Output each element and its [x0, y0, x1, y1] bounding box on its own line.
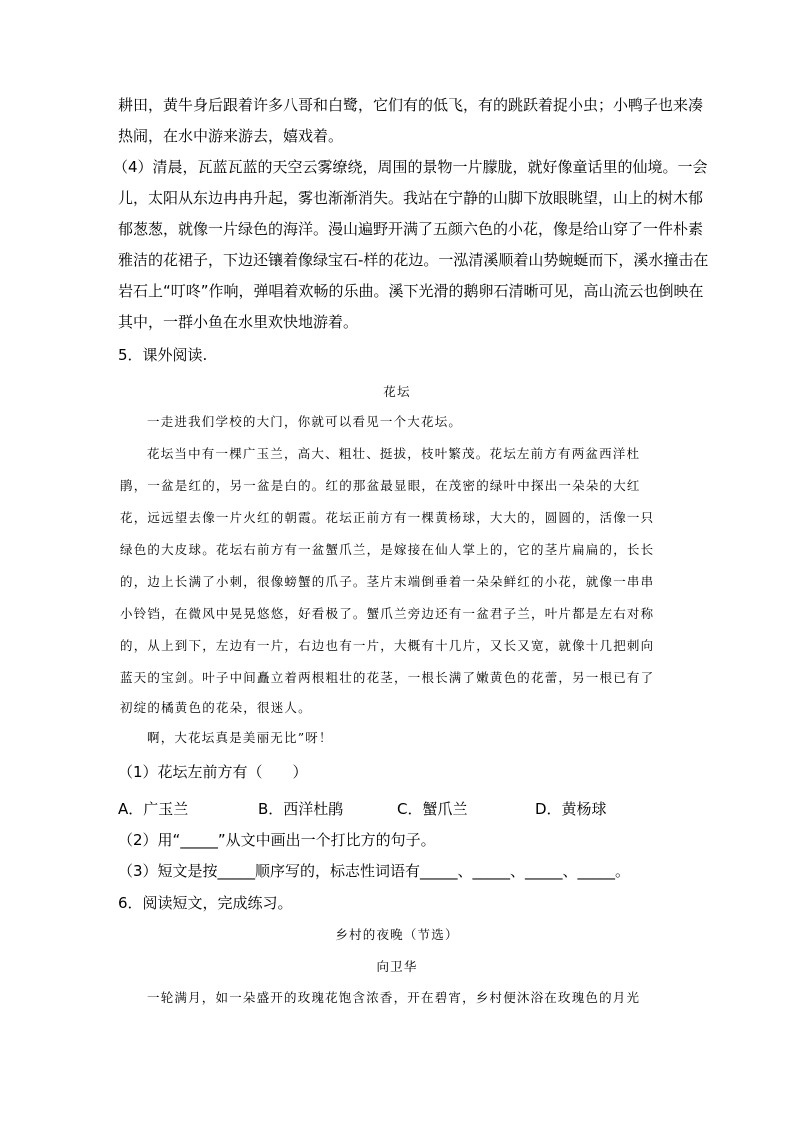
passage-line: 绿色的大皮球。花坛右前方有一盆蟹爪兰，是嫁接在仙人掌上的，它的茎片扁扁的，长长 — [120, 542, 655, 557]
sub-question-1: （1）花坛左前方有（ ） — [118, 763, 308, 781]
paragraph-line: 雅洁的花裙子，下边还镶着像绿宝石-样的花边。一泓清溪顺着山势蜿蜒而下，溪水撞击在 — [118, 251, 709, 269]
passage-line: 花坛当中有一棵广玉兰，高大、粗壮、挺拔，枝叶繁茂。花坛左前方有两盆西洋杜 — [147, 446, 641, 461]
passage-line: 小铃铛，在微风中晃晃悠悠，好看极了。蟹爪兰旁边还有一盆君子兰，叶片都是左右对称 — [120, 606, 655, 621]
question-6-heading: 6．阅读短文，完成练习。 — [118, 894, 293, 912]
passage-title: 花坛 — [383, 384, 411, 399]
option-b: B．西洋杜鹃 — [258, 800, 344, 818]
passage-line: 一轮满月，如一朵盛开的玫瑰花饱含浓香，开在碧宵，乡村便沐浴在玫瑰色的月光 — [147, 990, 641, 1005]
option-c: C．蟹爪兰 — [397, 800, 468, 818]
passage-line: 一走进我们学校的大门，你就可以看见一个大花坛。 — [147, 414, 463, 429]
question-5-heading: 5．课外阅读. — [118, 346, 208, 364]
paragraph-line: 热闹，在水中游来游去，嬉戏着。 — [118, 127, 344, 145]
paragraph-line: 耕田，黄牛身后跟着许多八哥和白鹭，它们有的低飞，有的跳跃着捉小虫；小鸭子也来凑 — [118, 96, 704, 114]
passage-author: 向卫华 — [376, 959, 418, 974]
paragraph-line: 郁葱葱，就像一片绿色的海洋。漫山遍野开满了五颜六色的小花，像是给山穿了一件朴素 — [118, 220, 704, 238]
passage-line: 蓝天的宝剑。叶子中间矗立着两根粗壮的花茎，一根长满了嫩黄色的花蕾，另一根已有了 — [120, 670, 655, 685]
paragraph-line: 儿，太阳从东边冉冉升起，雾也渐渐消失。我站在宁静的山脚下放眼眺望，山上的树木郁 — [118, 189, 704, 207]
paragraph-line: 岩石上“叮咚”作响，弹唱着欢畅的乐曲。溪下光滑的鹅卵石清晰可见，高山流云也倒映在 — [118, 282, 704, 300]
sub-question-3: （3）短文是按_____顺序写的，标志性词语有_____、_____、_____、_____。 — [118, 862, 631, 880]
passage-line: 花，远远望去像一片火红的朝霞。花坛正前方有一棵黄杨球，大大的，圆圆的，活像一只 — [120, 510, 655, 525]
sub-question-2: （2）用“_____”从文中画出一个打比方的句子。 — [118, 831, 436, 849]
passage-line: 的，从上到下，左边有一片，右边也有一片，大概有十几片，又长又宽，就像十几把刺向 — [120, 638, 655, 653]
passage-line: 啊，大花坛真是美丽无比”呀！ — [147, 730, 333, 745]
paragraph-line: 其中，一群小鱼在水里欢快地游着。 — [118, 313, 359, 331]
question-item-4: （4）清晨，瓦蓝瓦蓝的天空云雾缭绕，周围的景物一片朦胧，就好像童话里的仙境。一会 — [113, 158, 708, 176]
option-d: D．黄杨球 — [535, 800, 607, 818]
passage-line: 的，边上长满了小刺，很像螃蟹的爪子。茎片末端倒垂着一朵朵鲜红的小花，就像一串串 — [120, 574, 655, 589]
passage-title: 乡村的夜晚（节选） — [335, 927, 459, 942]
passage-line: 初绽的橘黄色的花朵，很迷人。 — [120, 700, 312, 715]
passage-line: 鹃，一盆是红的，另一盆是白的。红的那盆最显眼，在茂密的绿叶中探出一朵朵的大红 — [120, 478, 641, 493]
option-a: A．广玉兰 — [118, 800, 189, 818]
